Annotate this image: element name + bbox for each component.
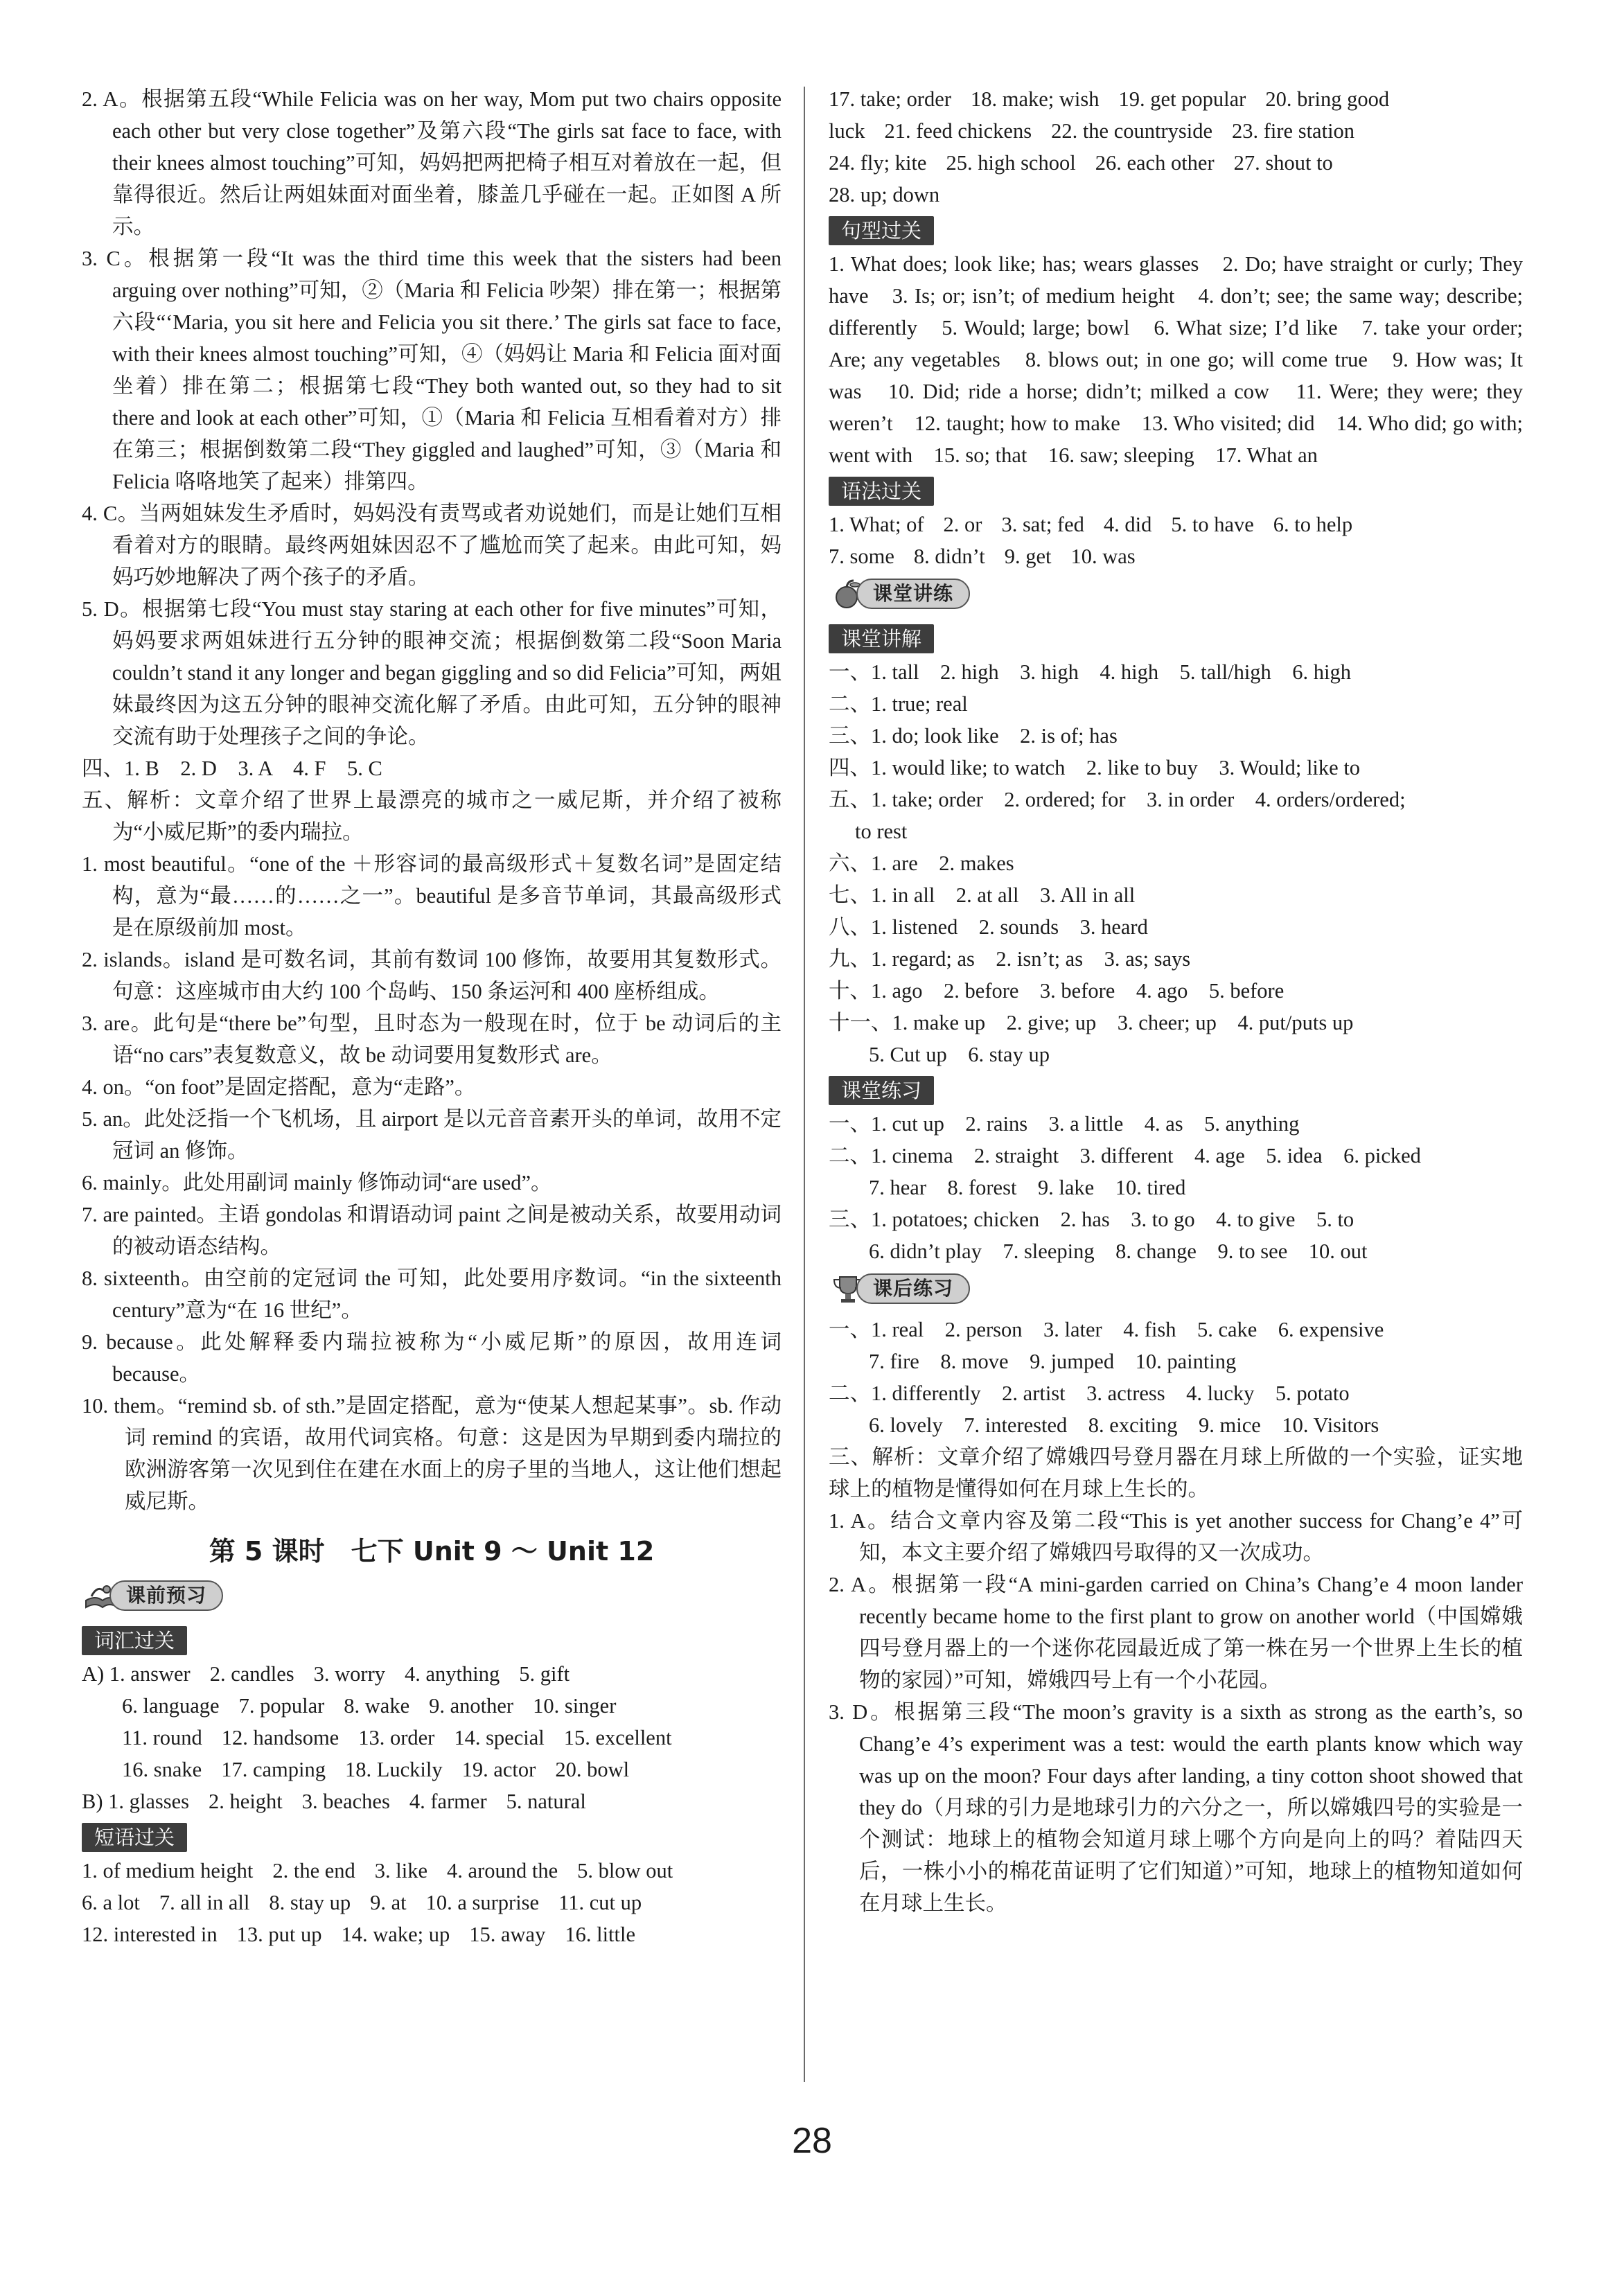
list-entry: 7. some [829, 545, 894, 568]
answer-item: 3. C。根据第一段“It was the third time this week that the sisters had been arguing over nothing”可知，②（Maria 和 Felicia 吵架）排在第一；根据第六段“‘Maria, you sit here and Felicia you sit there.’ The girls sat face to face, with their knees almost touching”可知，④（妈妈让 Maria 和 Felicia 面对面坐着）排在第二；根据第七段“They both wanted out, so they had to sit there and look at each other”可知，①（Maria 和 Felicia 互相看着对方）排在第三；根据倒数第二段“They giggled and laughed”可知，③（Maria 和 Felicia 咯咯地笑了起来）排第四。 [82, 247, 782, 493]
list-row [829, 540, 1523, 572]
answer-item: 4. C。当两姐妹发生矛盾时，妈妈没有责骂或者劝说她们，而是让她们互相看着对方的眼睛。最终两姐妹因忍不了尴尬而笑了起来。由此可知，妈妈巧妙地解决了两个孩子的矛盾。 [82, 502, 782, 589]
list-row [82, 1658, 782, 1690]
list-row [82, 1722, 782, 1754]
list-entry: 3. worry [313, 1662, 385, 1686]
list-row [829, 147, 1523, 179]
list-row [829, 179, 1523, 211]
list-entry: 8. didn’t [913, 545, 985, 568]
list-entry: luck [829, 119, 865, 143]
list-item: 二、1. cinema 2. straight 3. different 4. age 5. idea 6. picked [829, 1144, 1421, 1167]
list-entry: 15. excellent [563, 1726, 672, 1749]
list-entry: 2. height [209, 1790, 283, 1813]
list-entry: 7. popular [238, 1694, 325, 1718]
answer-item: 9. because。此处解释委内瑞拉被称为“小威尼斯”的原因，故用连词 because。 [82, 1330, 782, 1386]
list-entry: 14. special [454, 1726, 545, 1749]
class-banner [829, 576, 970, 611]
list-entry: 13. order [358, 1726, 435, 1749]
list-entry: 27. shout to [1233, 151, 1333, 175]
list-row [82, 1754, 782, 1785]
list-entry: 23. fire station [1232, 119, 1355, 143]
list-entry: 11. round [122, 1726, 202, 1749]
list-entry: 7. all in all [159, 1891, 250, 1914]
list-entry: 28. up; down [829, 183, 940, 206]
list-item: 二、1. true; real [829, 692, 968, 716]
list-entry: 9. get [1004, 545, 1052, 568]
list-entry: 9. another [429, 1694, 514, 1718]
banner-text: 课前预习 [109, 1580, 223, 1611]
list-row [82, 1785, 782, 1817]
list-item: 7. hear 8. forest 9. lake 10. tired [869, 1176, 1186, 1199]
list-entry: 8. wake [344, 1694, 410, 1718]
answer-item: 5. an。此处泛指一个飞机场，且 airport 是以元音音素开头的单词，故用不定冠词 an 修饰。 [82, 1107, 782, 1163]
list-row [829, 83, 1523, 115]
list-entry: 17. take; order [829, 87, 951, 111]
answer-item: 1. A。结合文章内容及第二段“This is yet another success for Chang’e 4”可知，本文主要介绍了嫦娥四号取得的又一次成功。 [829, 1509, 1523, 1564]
list-item: 十一、1. make up 2. give; up 3. cheer; up 4. put/puts up [829, 1011, 1354, 1034]
list-entry: 12. interested in [82, 1923, 218, 1946]
list-entry: 10. a surprise [425, 1891, 540, 1914]
list-entry: 15. away [469, 1923, 546, 1946]
list-item: 6. lovely 7. interested 8. exciting 9. mice 10. Visitors [869, 1413, 1379, 1437]
list-entry: 5. natural [506, 1790, 586, 1813]
answer-item: 2. islands。island 是可数名词，其前有数词 100 修饰，故要用其复数形式。句意：这座城市由大约 100 个岛屿、150 条运河和 400 座桥组成。 [82, 948, 782, 1003]
answer-item: 3. D。根据第三段“The moon’s gravity is a sixth as strong as the earth’s, so Chang’e 4’s experiment was a test: would the earth plants know which way was up on the moon? Four days after landing, a tiny cotton shoot showed that they do（月球的引力是地球引力的六分之一，所以嫦娥四号的实验是一个测试：地球上的植物会知道月球上哪个方向是向上的吗？着陆四天后，一株小小的棉花苗证明了它们知道）”可知，地球上的植物知道如何在月球上生长。 [829, 1700, 1523, 1915]
list-entry: 12. handsome [221, 1726, 339, 1749]
list-item: 7. fire 8. move 9. jumped 10. painting [869, 1350, 1237, 1373]
list-row [82, 1690, 782, 1722]
list-row [82, 1918, 782, 1950]
vocab-label: 词汇过关 [82, 1626, 187, 1655]
answer-item: 1. most beautiful。“one of the ＋形容词的最高级形式＋复数名词”是固定结构，意为“最……的……之一”。beautiful 是多音节单词，其最高级形式是在原级前加 most。 [82, 852, 782, 939]
list-entry: 3. beaches [301, 1790, 390, 1813]
left-column [82, 83, 782, 1950]
list-entry: 20. bowl [555, 1758, 630, 1781]
sentence-answers: 1. What does; look like; has; wears glasses 2. Do; have straight or curly; They have 3. Is; or; isn’t; of medium height 4. don’t; see; the same way; describe; differently 5. Would; large; bowl 6. What size; I’d like 7. take your order; Are; any vegetables 8. blows out; in one go; will come true 9. How was; It was 10. Did; ride a horse; didn’t; milked a cow 11. Were; they were; they weren’t 12. taught; how to make 13. Who visited; did 14. Who did; go with; went with 15. so; that 16. saw; sleeping 17. What an [829, 252, 1523, 467]
section-five-intro: 五、解析：文章介绍了世界上最漂亮的城市之一威尼斯，并介绍了被称为“小威尼斯”的委内瑞拉。 [82, 788, 782, 844]
list-entry: 4. farmer [409, 1790, 487, 1813]
list-entry: 6. to help [1273, 513, 1353, 536]
section-three-intro: 三、解析：文章介绍了嫦娥四号登月器在月球上所做的一个实验，证实地球上的植物是懂得如何在月球上生长的。 [829, 1445, 1523, 1501]
answer-item: 8. sixteenth。由空前的定冠词 the 可知，此处要用序数词。“in the sixteenth century”意为“在 16 世纪”。 [82, 1267, 782, 1322]
section-four: 四、1. B 2. D 3. A 4. F 5. C [82, 757, 382, 780]
banner-text: 课堂讲练 [856, 579, 970, 609]
sentence-label: 句型过关 [829, 216, 934, 245]
list-row [829, 509, 1523, 540]
list-entry: 22. the countryside [1051, 119, 1213, 143]
lesson-title: 第 5 课时 七下 Unit 9 ～ Unit 12 [209, 1536, 655, 1567]
list-entry: 24. fly; kite [829, 151, 927, 175]
list-item: 一、1. tall 2. high 3. high 4. high 5. tall/high 6. high [829, 660, 1352, 684]
list-entry: 2. the end [272, 1859, 355, 1882]
list-entry: 2. candles [209, 1662, 294, 1686]
list-item: 三、1. do; look like 2. is of; has [829, 724, 1118, 748]
list-entry: 17. camping [221, 1758, 326, 1781]
practice-label: 课堂练习 [829, 1076, 934, 1105]
answer-item: 3. are。此句是“there be”句型，且时态为一般现在时，位于 be 动词后的主语“no cars”表复数意义，故 be 动词要用复数形式 are。 [82, 1012, 782, 1067]
list-entry: 10. was [1070, 545, 1136, 568]
list-entry: 6. language [122, 1694, 220, 1718]
list-item: 6. didn’t play 7. sleeping 8. change 9. to see 10. out [869, 1239, 1368, 1263]
list-entry: 4. anything [405, 1662, 500, 1686]
list-item: 四、1. would like; to watch 2. like to buy 3. Would; like to [829, 756, 1361, 779]
right-column [829, 83, 1523, 1919]
list-entry: 5. to have [1171, 513, 1254, 536]
answer-item: 4. on。“on foot”是固定搭配，意为“走路”。 [82, 1075, 476, 1099]
list-entry: 8. stay up [269, 1891, 351, 1914]
lecture-label: 课堂讲解 [829, 624, 934, 653]
list-item: 七、1. in all 2. at all 3. All in all [829, 883, 1136, 907]
list-entry: 18. make; wish [971, 87, 1100, 111]
list-item: 八、1. listened 2. sounds 3. heard [829, 915, 1148, 939]
answer-item: 2. A。根据第五段“While Felicia was on her way, Mom put two chairs opposite each other but very close together”及第六段“The girls sat face to face, with their knees almost touching”可知，妈妈把两把椅子相互对着放在一起，但靠得很近。然后让两姐妹面对面坐着，膝盖几乎碰在一起。正如图 A 所示。 [82, 87, 782, 238]
list-entry: 6. a lot [82, 1891, 140, 1914]
list-entry: 9. at [370, 1891, 407, 1914]
list-entry: 16. little [565, 1923, 636, 1946]
list-entry: 21. feed chickens [884, 119, 1032, 143]
phrase-label: 短语过关 [82, 1823, 187, 1852]
list-entry: 10. singer [533, 1694, 617, 1718]
list-entry: 13. put up [236, 1923, 322, 1946]
list-item: 五、1. take; order 2. ordered; for 3. in order 4. orders/ordered; [829, 788, 1406, 811]
list-item: 六、1. are 2. makes [829, 852, 1014, 875]
after-class-banner [829, 1271, 970, 1306]
list-entry: 1. of medium height [82, 1859, 254, 1882]
list-item: 十、1. ago 2. before 3. before 4. ago 5. before [829, 979, 1285, 1003]
list-item: 九、1. regard; as 2. isn’t; as 3. as; says [829, 947, 1191, 971]
list-entry: 14. wake; up [341, 1923, 450, 1946]
grammar-label: 语法过关 [829, 477, 934, 506]
list-item: 三、1. potatoes; chicken 2. has 3. to go 4. to give 5. to [829, 1208, 1354, 1231]
list-entry: 26. each other [1095, 151, 1215, 175]
list-item: 一、1. cut up 2. rains 3. a little 4. as 5. anything [829, 1112, 1300, 1136]
list-entry: 5. gift [519, 1662, 570, 1686]
list-item: to rest [855, 820, 908, 843]
list-entry: 20. bring good [1265, 87, 1390, 111]
list-item: 一、1. real 2. person 3. later 4. fish 5. cake 6. expensive [829, 1318, 1384, 1341]
list-entry: 19. get popular [1118, 87, 1246, 111]
list-entry: 1. What; of [829, 513, 924, 536]
list-entry: 2. or [943, 513, 982, 536]
column-divider [804, 87, 805, 2082]
list-row [82, 1855, 782, 1887]
list-entry: 3. like [374, 1859, 428, 1882]
list-entry: 3. sat; fed [1001, 513, 1084, 536]
list-entry: 4. did [1103, 513, 1152, 536]
answer-item: 6. mainly。此处用副词 mainly 修饰动词“are used”。 [82, 1171, 552, 1194]
list-entry: A) 1. answer [82, 1662, 191, 1686]
list-row [829, 115, 1523, 147]
banner-text: 课后练习 [856, 1273, 970, 1304]
answer-item: 10. them。“remind sb. of sth.”是固定搭配，意为“使某人想起某事”。sb. 作动词 remind 的宾语，故用代词宾格。句意：这是因为早期到委内瑞拉的欧洲游客第一次见到住在建在水面上的房子里的当地人，这让他们想起威尼斯。 [82, 1394, 782, 1513]
list-row [82, 1887, 782, 1918]
preview-banner [82, 1578, 223, 1613]
list-item: 二、1. differently 2. artist 3. actress 4. lucky 5. potato [829, 1382, 1350, 1405]
list-entry: 25. high school [946, 151, 1076, 175]
list-item: 5. Cut up 6. stay up [869, 1043, 1050, 1066]
list-entry: 18. Luckily [344, 1758, 443, 1781]
list-entry: 4. around the [447, 1859, 558, 1882]
list-entry: 5. blow out [577, 1859, 673, 1882]
list-entry: 11. cut up [558, 1891, 642, 1914]
answer-item: 7. are painted。主语 gondolas 和谓语动词 paint 之间是被动关系，故要用动词的被动语态结构。 [82, 1203, 782, 1258]
list-entry: B) 1. glasses [82, 1790, 190, 1813]
answer-item: 2. A。根据第一段“A mini-garden carried on China’s Chang’e 4 moon lander recently became home to the first plant to grow on another world（中国嫦娥四号登月器上的一个迷你花园最近成了第一株在另一个世界上生长的植物的家园）”可知，嫦娥四号上有一个小花园。 [829, 1573, 1523, 1692]
page-number: 28 [792, 2121, 832, 2161]
list-entry: 16. snake [122, 1758, 202, 1781]
list-entry: 19. actor [461, 1758, 536, 1781]
answer-item: 5. D。根据第七段“You must stay staring at each other for five minutes”可知，妈妈要求两姐妹进行五分钟的眼神交流；根据倒数第二段“Soon Maria couldn’t stand it any longer and began giggling and so did Felicia”可知，两姐妹最终因为这五分钟的眼神交流化解了矛盾。由此可知，五分钟的眼神交流有助于处理孩子之间的争论。 [82, 597, 782, 748]
